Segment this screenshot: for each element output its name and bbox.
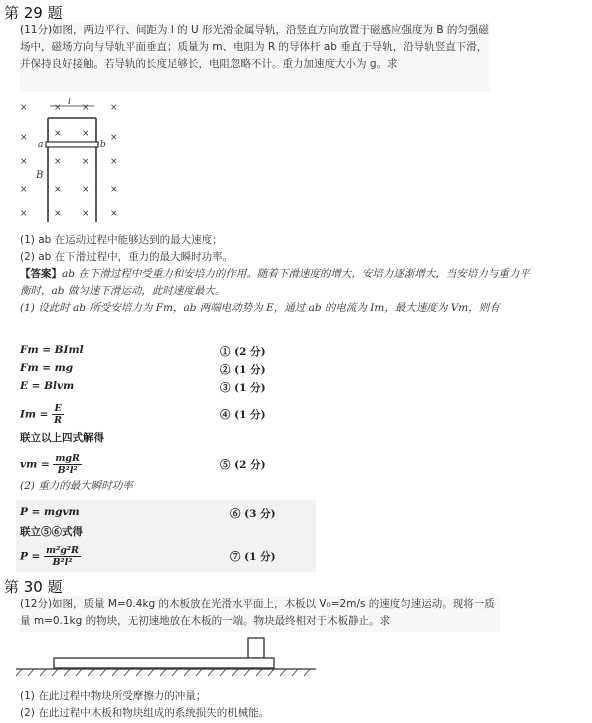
combine-note-1: 联立以上四式解得	[20, 432, 104, 444]
field-x: ×	[54, 103, 62, 113]
ground-hatch	[16, 669, 310, 676]
rail-gap-label: l	[68, 98, 72, 107]
field-x: ×	[110, 133, 118, 143]
eq-row	[20, 344, 320, 364]
eq-row	[20, 506, 320, 526]
field-x: ×	[20, 133, 28, 143]
eq-formula: P = mgvm	[20, 506, 80, 518]
eq-row	[20, 450, 320, 476]
eq-row	[20, 362, 320, 382]
eq-mark: ② (1 分)	[220, 364, 266, 376]
field-x: ×	[20, 157, 28, 167]
q30-part2: (2) 在此过程中木板和物块组成的系统损失的机械能。	[20, 707, 270, 719]
field-x: ×	[82, 129, 90, 139]
q29-rail-figure	[14, 98, 134, 228]
eq-mark: ④ (1 分)	[220, 409, 266, 421]
field-x: ×	[54, 157, 62, 167]
fraction: $\frac{E}{R}$	[54, 403, 63, 426]
eq-row	[20, 400, 320, 426]
eq-mark: ⑤ (2 分)	[220, 459, 266, 471]
fraction: $\frac{\text{mgR}}{\text{B²l²}}$	[55, 453, 80, 476]
field-x: ×	[110, 185, 118, 195]
eq-mark: ① (2 分)	[220, 346, 266, 358]
field-x: ×	[82, 185, 90, 195]
q30-board-figure	[16, 636, 316, 686]
field-x: ×	[82, 209, 90, 219]
field-x: ×	[82, 103, 90, 113]
q29-stem: (11分)如图，两边平行、间距为 l 的 U 形光滑金属导轨，沿竖直方向放置于磁感应强度为 B 的匀强磁场中，磁场方向与导轨平面垂直；质量为 m、电阻为 R 的导体杆 ab 垂直于导轨，沿导轨竖直下滑，并保持良好接触。若导轨的长度足够长，电阻忽略不计。重力加速度大小为 g。求	[20, 22, 490, 92]
eq-row	[20, 380, 320, 400]
q29-answer	[20, 266, 540, 300]
field-x: ×	[110, 209, 118, 219]
q29-part2: (2) ab 在下滑过程中，重力的最大瞬时功率。	[20, 251, 234, 263]
eq-formula: E = Blvm	[20, 380, 75, 392]
eq-formula: P = $\frac{\text{m²g²R}}{\text{B²l²}}$	[20, 545, 79, 568]
eq-formula: Fm = mg	[20, 362, 74, 374]
field-x: ×	[110, 157, 118, 167]
rod-end-a: a	[38, 140, 44, 150]
rod-end-b: b	[100, 140, 106, 150]
eq-mark: ⑦ (1 分)	[230, 551, 276, 563]
field-x: ×	[54, 209, 62, 219]
eq-formula: vm = $\frac{\text{mgR}}{\text{B²l²}}$	[20, 453, 80, 476]
field-x: ×	[110, 103, 118, 113]
q30-stem: (12分)如图，质量 M=0.4kg 的木板放在光滑水平面上，木板以 V₀=2m/s 的速度匀速运动。现将一质量 m=0.1kg 的物块，无初速地放在木板的一端。物块最终相对于木板静止。求	[20, 596, 500, 632]
q30-part1: (1) 在此过程中物块所受摩擦力的冲量；	[20, 690, 207, 702]
combine-note-2: 联立⑤⑥式得	[20, 526, 83, 538]
q29-sol2: (2) 重力的最大瞬时功率	[20, 480, 133, 492]
answer-head: 【答案】	[20, 268, 62, 280]
field-x: ×	[20, 209, 28, 219]
answer-text: ab 在下滑过程中受重力和安培力的作用。随着下滑速度的增大，安培力逐渐增大，当安培力与重力平衡时，ab 做匀速下滑运动，此时速度最大。	[20, 268, 530, 297]
q29-title: 第 29 题	[4, 4, 63, 22]
eq-formula: Im = $\frac{E}{R}$	[20, 403, 63, 426]
field-x: ×	[54, 185, 62, 195]
eq-row	[20, 542, 320, 570]
eq-mark: ③ (1 分)	[220, 382, 266, 394]
field-x: ×	[20, 103, 28, 113]
field-label-B: B	[36, 170, 44, 181]
field-x: ×	[20, 185, 28, 195]
q29-part1: (1) ab 在运动过程中能够达到的最大速度；	[20, 234, 223, 246]
q29-sol1: (1) 设此时 ab 所受安培力为 Fm，ab 两端电动势为 E，通过 ab 的电流为 Im，最大速度为 Vm，则有	[20, 302, 500, 314]
field-x: ×	[54, 129, 62, 139]
eq-mark: ⑥ (3 分)	[230, 508, 276, 520]
q30-title: 第 30 题	[4, 578, 63, 596]
fraction: $\frac{\text{m²g²R}}{\text{B²l²}}$	[46, 545, 79, 568]
eq-formula: Fm = BIml	[20, 344, 84, 356]
field-x: ×	[82, 157, 90, 167]
